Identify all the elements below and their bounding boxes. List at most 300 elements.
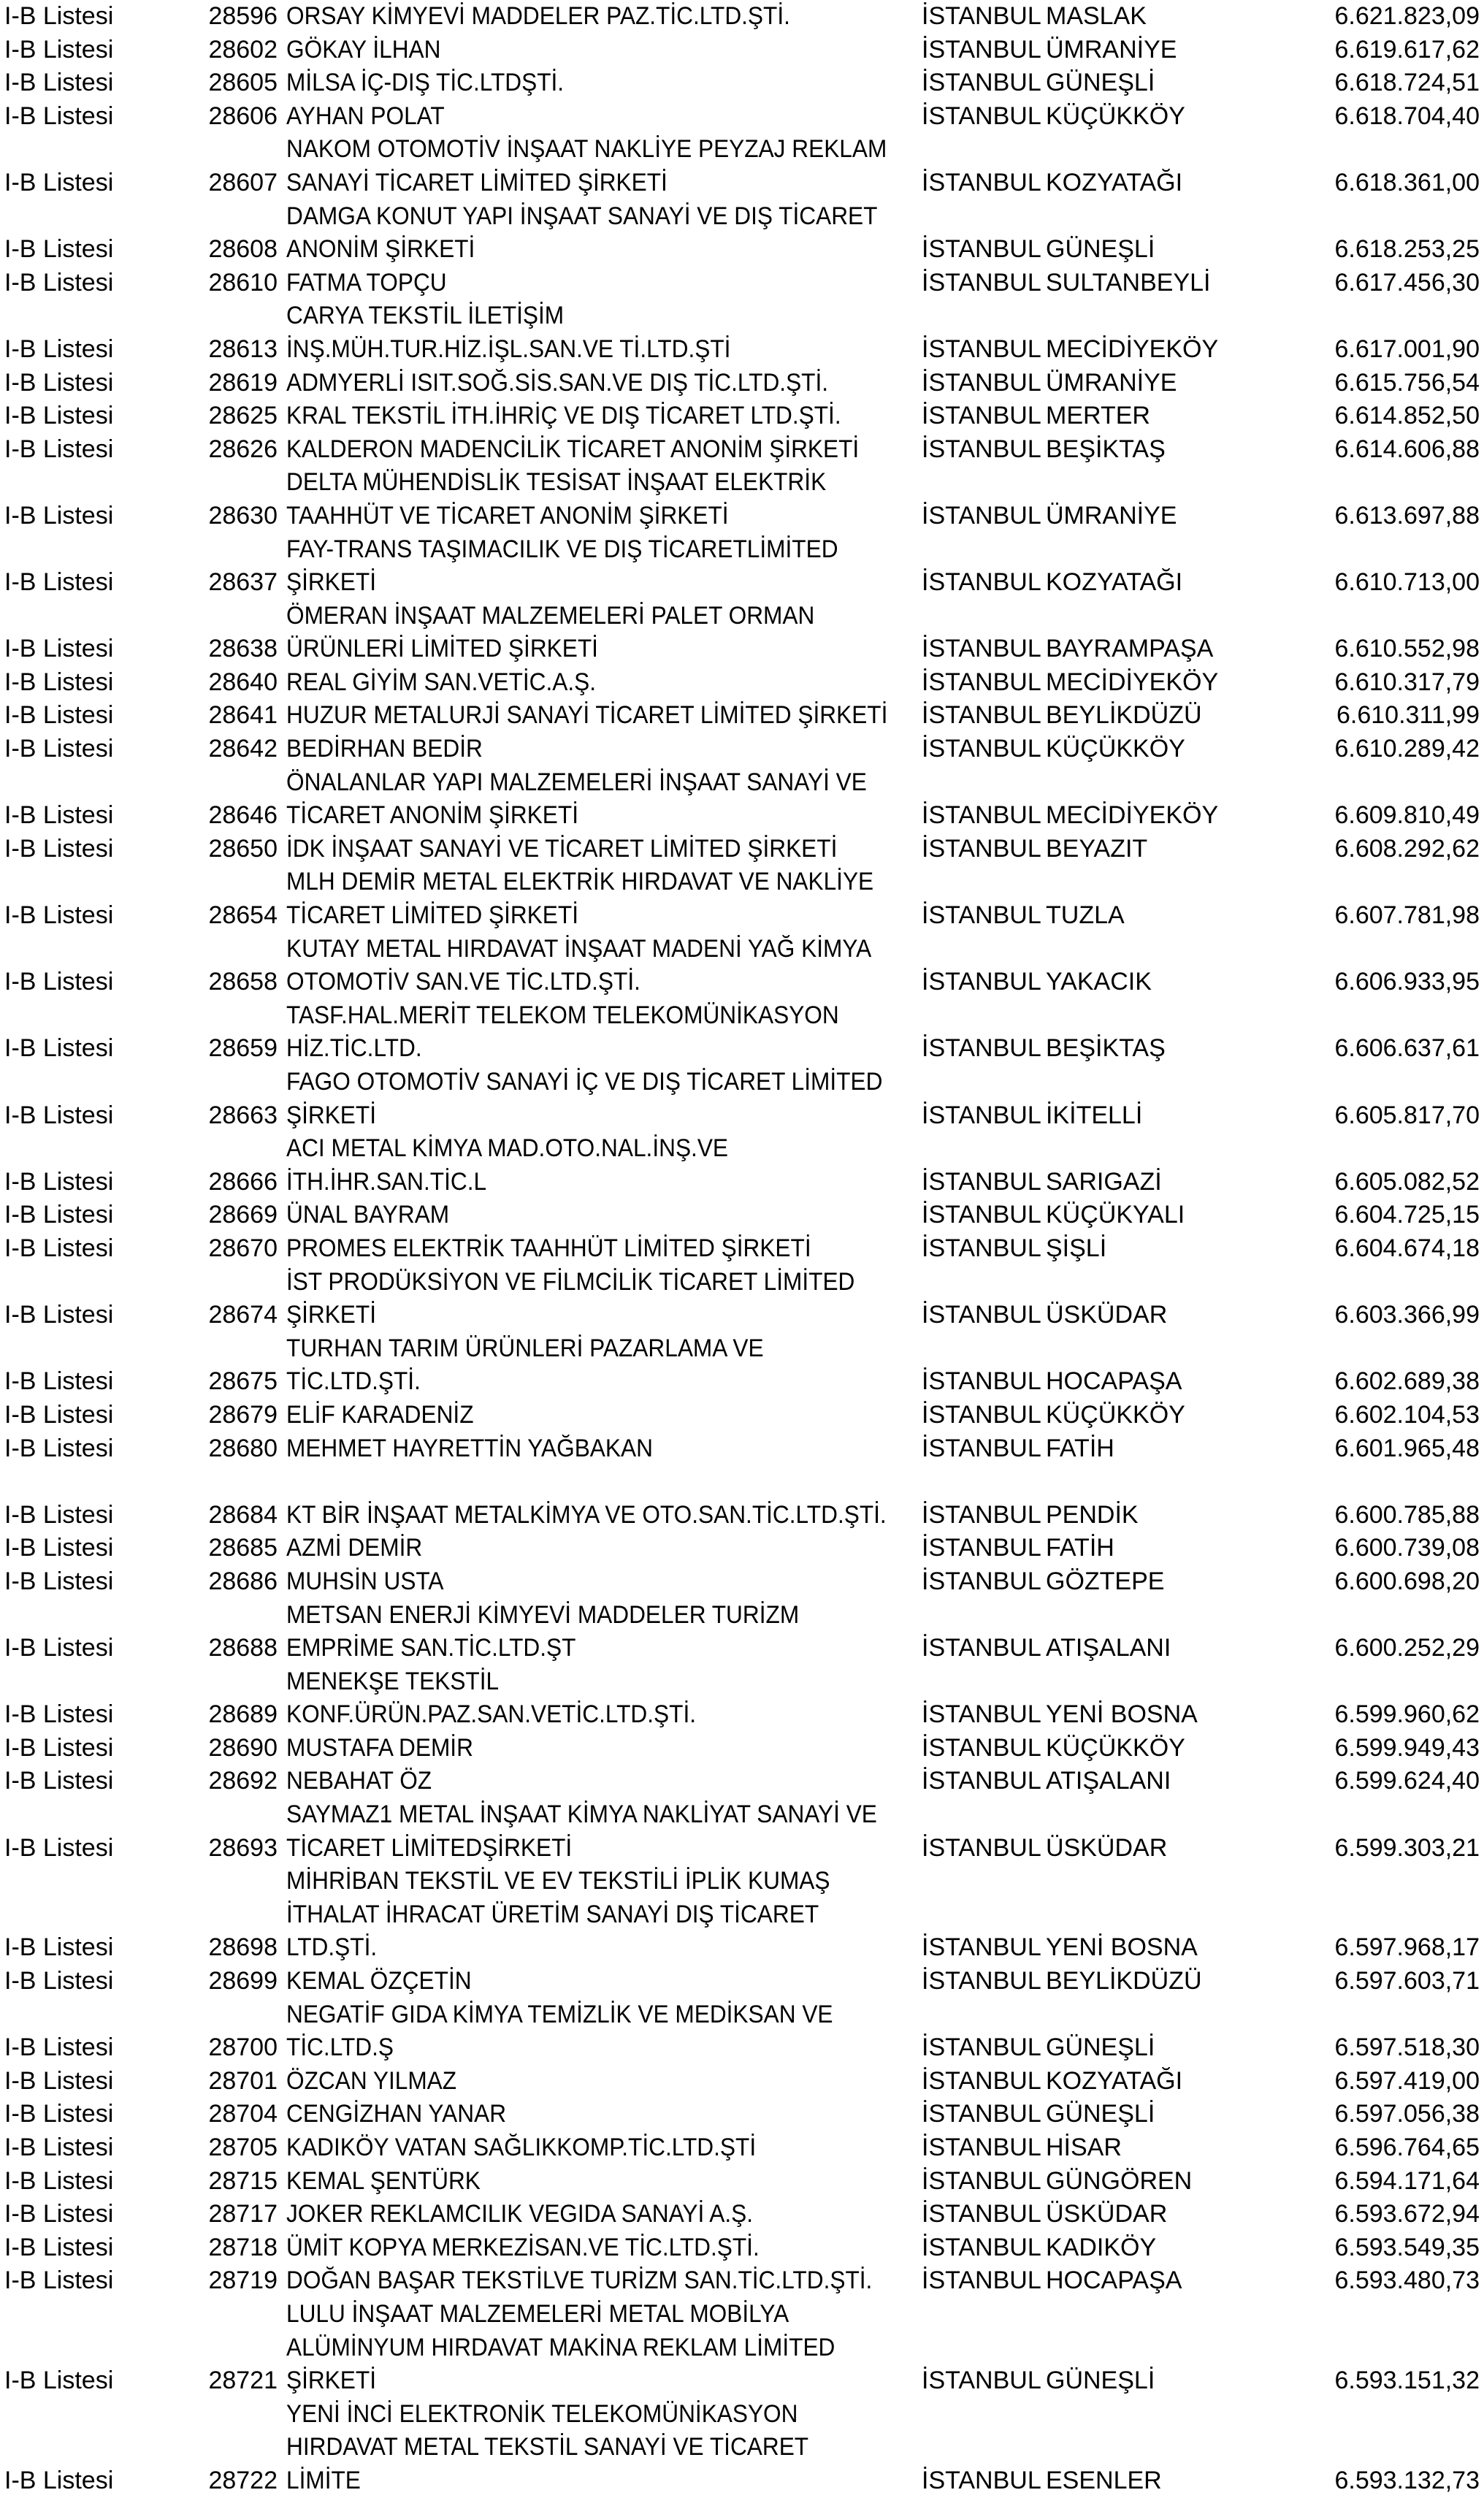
district-name: ÜSKÜDAR [1046,1301,1168,1329]
district-name: GÜNEŞLİ [1046,2100,1155,2128]
table-row [0,566,1484,600]
report-line-continuation [0,1266,1484,1299]
list-label: I-B Listesi [4,1634,114,1662]
city-name: İSTANBUL [922,2200,1041,2228]
table-row [0,1698,1484,1732]
table-row [0,633,1484,666]
city-name: İSTANBUL [922,1933,1041,1962]
city-name: İSTANBUL [922,1201,1041,1229]
table-row [0,367,1484,400]
list-label: I-B Listesi [4,1500,114,1529]
district-name: BEYAZIT [1046,834,1148,863]
company-name: SANAYİ TİCARET LİMİTED ŞİRKETİ [286,168,668,196]
row-number: 28719 [208,2266,278,2295]
debt-amount: 6.618.361,00 [1334,168,1480,196]
company-name: BEDİRHAN BEDİR [286,735,483,763]
debt-amount: 6.602.689,38 [1334,1367,1480,1396]
table-row [0,1399,1484,1432]
table-row [0,400,1484,433]
table-row [0,1365,1484,1399]
table-row [0,1765,1484,1798]
table-row [0,2231,1484,2265]
company-name: HİZ.TİC.LTD. [286,1034,422,1063]
city-name: İSTANBUL [922,2166,1041,2195]
debt-amount: 6.599.303,21 [1334,1833,1480,1862]
company-name-continuation: İTHALAT İHRACAT ÜRETİM SANAYİ DIŞ TİCARET [286,1900,819,1928]
district-name: SARIGAZİ [1046,1167,1162,1196]
report-line-continuation [0,766,1484,800]
company-name-continuation: HIRDAVAT METAL TEKSTİL SANAYİ VE TİCARET [286,2433,809,2461]
row-number: 28701 [208,2066,278,2095]
row-number: 28607 [208,168,278,196]
table-row [0,2065,1484,2098]
row-number: 28650 [208,834,278,863]
company-name: PROMES ELEKTRİK TAAHHÜT LİMİTED ŞİRKETİ [286,1234,811,1262]
company-name: ORSAY KİMYEVİ MADDELER PAZ.TİC.LTD.ŞTİ. [286,2,790,30]
city-name: İSTANBUL [922,435,1041,463]
district-name: ŞİŞLİ [1046,1234,1107,1262]
list-label: I-B Listesi [4,1967,114,1995]
list-label: I-B Listesi [4,2233,114,2261]
row-number: 28654 [208,901,278,930]
company-name: TİC.LTD.ŞTİ. [286,1367,421,1396]
city-name: İSTANBUL [922,1534,1041,1562]
district-name: ATIŞALANI [1046,1634,1171,1662]
debt-amount: 6.617.456,30 [1334,268,1480,297]
table-row [0,1532,1484,1565]
row-number: 28718 [208,2233,278,2261]
company-name: ŞİRKETİ [286,1301,376,1329]
list-label: I-B Listesi [4,1400,114,1429]
city-name: İSTANBUL [922,1634,1041,1662]
company-name-continuation: İST PRODÜKSİYON VE FİLMCİLİK TİCARET LİMİTED [286,1267,855,1296]
company-name: ŞİRKETİ [286,1101,376,1129]
debt-amount: 6.594.171,64 [1334,2166,1480,2195]
city-name: İSTANBUL [922,1767,1041,1795]
company-name-continuation: MİHRİBAN TEKSTİL VE EV TEKSTİLİ İPLİK KUMAŞ [286,1867,830,1895]
district-name: KÜÇÜKKÖY [1046,1733,1185,1762]
debt-amount: 6.618.724,51 [1334,69,1480,97]
city-name: İSTANBUL [922,2134,1041,2161]
company-name-continuation: LULU İNŞAAT MALZEMELERİ METAL MOBİLYA [286,2299,789,2328]
table-row [0,2031,1484,2065]
row-number: 28641 [208,701,278,730]
company-name: İTH.İHR.SAN.TİC.L [286,1167,487,1196]
list-label: I-B Listesi [4,2100,114,2128]
list-label: I-B Listesi [4,1700,114,1729]
list-label: I-B Listesi [4,501,114,530]
district-name: KOZYATAĞI [1046,168,1183,196]
debt-amount: 6.600.698,20 [1334,1567,1480,1595]
list-label: I-B Listesi [4,1567,114,1595]
list-label: I-B Listesi [4,735,114,763]
table-row [0,100,1484,134]
list-label: I-B Listesi [4,402,114,430]
district-name: FATİH [1046,1534,1114,1562]
list-label: I-B Listesi [4,1167,114,1196]
debt-amount: 6.617.001,90 [1334,335,1480,363]
city-name: İSTANBUL [922,335,1041,363]
report-line-continuation [0,1332,1484,1366]
row-number: 28630 [208,501,278,530]
report-line-continuation [0,2298,1484,2331]
district-name: ATIŞALANI [1046,1767,1171,1795]
company-name: JOKER REKLAMCILIK VEGIDA SANAYİ A.Ş. [286,2200,754,2228]
city-name: İSTANBUL [922,568,1041,597]
debt-amount: 6.613.697,88 [1334,501,1480,530]
row-number: 28692 [208,1767,278,1795]
list-label: I-B Listesi [4,1933,114,1962]
list-label: I-B Listesi [4,2367,114,2395]
city-name: İSTANBUL [922,1967,1041,1995]
company-name-continuation: KUTAY METAL HIRDAVAT İNŞAAT MADENİ YAĞ KİMYA [286,934,872,963]
list-label: I-B Listesi [4,1034,114,1063]
district-name: MECİDİYEKÖY [1046,335,1219,363]
district-name: KOZYATAĞI [1046,2066,1183,2095]
district-name: MERTER [1046,402,1150,430]
row-number: 28602 [208,35,278,64]
list-label: I-B Listesi [4,1367,114,1396]
city-name: İSTANBUL [922,2,1041,30]
list-label: I-B Listesi [4,35,114,64]
table-row [0,233,1484,267]
row-number: 28642 [208,735,278,763]
debt-amount: 6.600.785,88 [1334,1500,1480,1529]
debt-amount: 6.614.852,50 [1334,402,1480,430]
company-name: ÖZCAN YILMAZ [286,2066,457,2095]
table-row [0,267,1484,300]
list-label: I-B Listesi [4,635,114,663]
row-number: 28721 [208,2367,278,2395]
district-name: PENDİK [1046,1500,1139,1529]
district-name: ÜMRANİYE [1046,368,1177,397]
report-line-continuation [0,1998,1484,2032]
list-label: I-B Listesi [4,102,114,130]
company-name-continuation: ALÜMİNYUM HIRDAVAT MAKİNA REKLAM LİMİTED [286,2333,835,2361]
district-name: GÜNEŞLİ [1046,69,1155,97]
row-number: 28686 [208,1567,278,1595]
company-name: DOĞAN BAŞAR TEKSTİLVE TURİZM SAN.TİC.LTD.ŞTİ. [286,2266,873,2295]
company-name-continuation: TASF.HAL.MERİT TELEKOM TELEKOMÜNİKASYON [286,1001,839,1029]
table-row [0,699,1484,733]
district-name: YENİ BOSNA [1046,1933,1198,1962]
table-row [0,34,1484,67]
company-name: KRAL TEKSTİL İTH.İHRİÇ VE DIŞ TİCARET LTD.ŞTİ. [286,402,841,430]
list-label: I-B Listesi [4,2,114,30]
city-name: İSTANBUL [922,35,1041,64]
row-number: 28699 [208,1967,278,1995]
report-line-continuation [0,2431,1484,2464]
company-name: AZMİ DEMİR [286,1534,423,1562]
list-label: I-B Listesi [4,1234,114,1262]
company-name: ELİF KARADENİZ [286,1400,474,1429]
district-name: MECİDİYEKÖY [1046,668,1219,696]
city-name: İSTANBUL [922,1367,1041,1396]
district-name: SULTANBEYLİ [1046,268,1211,297]
company-name: TİCARET LİMİTEDŞİRKETİ [286,1833,573,1862]
district-name: MASLAK [1046,2,1147,30]
company-name: TAAHHÜT VE TİCARET ANONİM ŞİRKETİ [286,501,729,530]
report-line-continuation [0,200,1484,234]
district-name: GÖZTEPE [1046,1567,1165,1595]
table-row [0,0,1484,34]
company-name-continuation: ÖNALANLAR YAPI MALZEMELERİ İNŞAAT SANAYİ VE [286,768,867,796]
city-name: İSTANBUL [922,1833,1041,1862]
table-row [0,1432,1484,1466]
row-number: 28675 [208,1367,278,1396]
report-line-continuation [0,1132,1484,1166]
company-name: ÜRÜNLERİ LİMİTED ŞİRKETİ [286,635,598,663]
table-row [0,167,1484,200]
table-row [0,833,1484,866]
report-line-spacer [0,1465,1484,1499]
debt-amount: 6.593.132,73 [1334,2466,1480,2494]
district-name: FATİH [1046,1434,1114,1462]
row-number: 28663 [208,1101,278,1129]
list-label: I-B Listesi [4,901,114,930]
row-number: 28608 [208,235,278,264]
district-name: ÜMRANİYE [1046,35,1177,64]
list-label: I-B Listesi [4,1101,114,1129]
table-row [0,2264,1484,2298]
debt-amount: 6.606.933,95 [1334,968,1480,996]
city-name: İSTANBUL [922,668,1041,696]
debt-amount: 6.621.823,09 [1334,2,1480,30]
row-number: 28605 [208,69,278,97]
district-name: YAKACIK [1046,968,1152,996]
table-row [0,1832,1484,1865]
row-number: 28704 [208,2100,278,2128]
debt-amount: 6.593.151,32 [1334,2367,1480,2395]
city-name: İSTANBUL [922,901,1041,930]
list-label: I-B Listesi [4,1733,114,1762]
company-name-continuation: FAGO OTOMOTİV SANAYİ İÇ VE DIŞ TİCARET LİMİTED [286,1068,883,1096]
report-line-continuation [0,466,1484,500]
district-name: ÜSKÜDAR [1046,1833,1168,1862]
company-name: KADIKÖY VATAN SAĞLIKKOMP.TİC.LTD.ŞTİ [286,2134,757,2161]
row-number: 28693 [208,1833,278,1862]
city-name: İSTANBUL [922,368,1041,397]
list-label: I-B Listesi [4,2134,114,2161]
debt-amount: 6.600.739,08 [1334,1534,1480,1562]
report-line-continuation [0,1665,1484,1699]
company-name: AYHAN POLAT [286,102,445,130]
debt-amount: 6.607.781,98 [1334,901,1480,930]
company-name-continuation: MENEKŞE TEKSTİL [286,1667,500,1695]
list-label: I-B Listesi [4,834,114,863]
district-name: İKİTELLİ [1046,1101,1143,1129]
city-name: İSTANBUL [922,2266,1041,2295]
company-name-continuation: METSAN ENERJİ KİMYEVİ MADDELER TURİZM [286,1600,800,1629]
report-line-continuation [0,933,1484,966]
district-name: HİSAR [1046,2134,1122,2161]
debt-amount: 6.597.968,17 [1334,1933,1480,1962]
city-name: İSTANBUL [922,168,1041,196]
debt-amount: 6.604.725,15 [1334,1201,1480,1229]
list-label: I-B Listesi [4,968,114,996]
table-row [0,1199,1484,1232]
debt-amount: 6.618.253,25 [1334,235,1480,264]
report-line-continuation [0,533,1484,567]
table-row [0,1099,1484,1133]
district-name: GÜNEŞLİ [1046,2367,1155,2395]
table-row [0,1032,1484,1066]
company-name: KEMAL ŞENTÜRK [286,2166,481,2195]
company-name: REAL GİYİM SAN.VETİC.A.Ş. [286,668,597,696]
district-name: HOCAPAŞA [1046,2266,1182,2295]
debt-amount: 6.597.518,30 [1334,2033,1480,2062]
row-number: 28684 [208,1500,278,1529]
list-label: I-B Listesi [4,335,114,363]
debt-amount: 6.615.756,54 [1334,368,1480,397]
list-label: I-B Listesi [4,1534,114,1562]
list-label: I-B Listesi [4,1767,114,1795]
debt-amount: 6.596.764,65 [1334,2134,1480,2161]
list-label: I-B Listesi [4,69,114,97]
district-name: YENİ BOSNA [1046,1700,1198,1729]
city-name: İSTANBUL [922,701,1041,730]
row-number: 28610 [208,268,278,297]
city-name: İSTANBUL [922,968,1041,996]
row-number: 28606 [208,102,278,130]
table-row [0,1632,1484,1665]
company-name-continuation: DAMGA KONUT YAPI İNŞAAT SANAYİ VE DIŞ TİCARET [286,202,878,230]
company-name: HUZUR METALURJİ SANAYİ TİCARET LİMİTED ŞİRKETİ [286,701,888,730]
list-label: I-B Listesi [4,1434,114,1462]
city-name: İSTANBUL [922,1500,1041,1529]
city-name: İSTANBUL [922,1234,1041,1262]
table-row [0,2464,1484,2498]
company-name: ADMYERLİ ISIT.SOĞ.SİS.SAN.VE DIŞ TİC.LTD.ŞTİ. [286,368,829,397]
table-row [0,333,1484,367]
city-name: İSTANBUL [922,268,1041,297]
city-name: İSTANBUL [922,1733,1041,1762]
report-line-continuation [0,1599,1484,1632]
company-name-continuation: MLH DEMİR METAL ELEKTRİK HIRDAVAT VE NAKLİYE [286,868,874,896]
company-name: CENGİZHAN YANAR [286,2100,507,2128]
row-number: 28613 [208,335,278,363]
row-number: 28680 [208,1434,278,1462]
city-name: İSTANBUL [922,1301,1041,1329]
city-name: İSTANBUL [922,801,1041,830]
company-name: ÜNAL BAYRAM [286,1201,450,1229]
debt-amount: 6.610.311,99 [1336,701,1480,730]
company-name: ŞİRKETİ [286,2367,376,2395]
list-label: I-B Listesi [4,435,114,463]
city-name: İSTANBUL [922,2033,1041,2062]
list-label: I-B Listesi [4,568,114,597]
list-label: I-B Listesi [4,2200,114,2228]
company-name: KEMAL ÖZÇETİN [286,1967,472,1995]
report-line-continuation [0,600,1484,633]
debt-amount: 6.593.480,73 [1334,2266,1480,2295]
debt-amount: 6.608.292,62 [1334,834,1480,863]
city-name: İSTANBUL [922,2466,1041,2494]
row-number: 28638 [208,635,278,663]
debt-amount: 6.599.624,40 [1334,1767,1480,1795]
company-name-continuation: ACI METAL KİMYA MAD.OTO.NAL.İNŞ.VE [286,1134,729,1163]
city-name: İSTANBUL [922,2066,1041,2095]
company-name: MUSTAFA DEMİR [286,1733,473,1762]
table-row [0,500,1484,533]
company-name-continuation: NAKOM OTOMOTİV İNŞAAT NAKLİYE PEYZAJ REKLAM [286,135,887,164]
debt-amount: 6.600.252,29 [1334,1634,1480,1662]
report-line-continuation [0,1865,1484,1898]
company-name: EMPRİME SAN.TİC.LTD.ŞT [286,1634,576,1662]
debt-amount: 6.602.104,53 [1334,1400,1480,1429]
list-label: I-B Listesi [4,268,114,297]
row-number: 28596 [208,2,278,30]
list-label: I-B Listesi [4,801,114,830]
company-name: KALDERON MADENCİLİK TİCARET ANONİM ŞİRKETİ [286,435,860,463]
company-name: TİC.LTD.Ş [286,2033,394,2062]
table-row [0,66,1484,100]
company-name: KONF.ÜRÜN.PAZ.SAN.VETİC.LTD.ŞTİ. [286,1700,697,1729]
row-number: 28690 [208,1733,278,1762]
report-line-continuation [0,866,1484,899]
district-name: BEYLİKDÜZÜ [1046,1967,1202,1995]
row-number: 28674 [208,1301,278,1329]
district-name: TUZLA [1046,901,1125,930]
company-name: MEHMET HAYRETTİN YAĞBAKAN [286,1434,653,1462]
district-name: MECİDİYEKÖY [1046,801,1219,830]
debt-amount: 6.601.965,48 [1334,1434,1480,1462]
debt-amount: 6.605.082,52 [1334,1167,1480,1196]
table-row [0,1732,1484,1765]
district-name: GÜNEŞLİ [1046,235,1155,264]
list-label: I-B Listesi [4,235,114,264]
company-name: TİCARET LİMİTED ŞİRKETİ [286,901,579,930]
row-number: 28705 [208,2134,278,2161]
city-name: İSTANBUL [922,235,1041,264]
list-label: I-B Listesi [4,1833,114,1862]
company-name: İNŞ.MÜH.TUR.HİZ.İŞL.SAN.VE Tİ.LTD.ŞTİ [286,335,731,363]
company-name: MUHSİN USTA [286,1567,444,1595]
list-label: I-B Listesi [4,701,114,730]
table-row [0,2198,1484,2231]
debt-amount: 6.597.419,00 [1334,2066,1480,2095]
city-name: İSTANBUL [922,402,1041,430]
table-row [0,966,1484,999]
company-name-continuation: FAY-TRANS TAŞIMACILIK VE DIŞ TİCARETLİMİTED [286,535,838,563]
table-row [0,2364,1484,2398]
report-line-continuation [0,2398,1484,2432]
debt-amount: 6.604.674,18 [1334,1234,1480,1262]
company-name: GÖKAY İLHAN [286,35,441,64]
row-number: 28666 [208,1167,278,1196]
company-name: OTOMOTİV SAN.VE TİC.LTD.ŞTİ. [286,968,640,996]
city-name: İSTANBUL [922,834,1041,863]
company-name-continuation: ÖMERAN İNŞAAT MALZEMELERİ PALET ORMAN [286,601,815,630]
list-label: I-B Listesi [4,2166,114,2195]
company-name-continuation: YENİ İNCİ ELEKTRONİK TELEKOMÜNİKASYON [286,2399,798,2428]
company-name: LİMİTE [286,2466,361,2494]
debt-amount: 6.610.552,98 [1334,635,1480,663]
company-name-continuation: DELTA MÜHENDİSLİK TESİSAT İNŞAAT ELEKTRİK [286,468,827,497]
city-name: İSTANBUL [922,1434,1041,1462]
table-row [0,2098,1484,2131]
row-number: 28685 [208,1534,278,1562]
company-name: ANONİM ŞİRKETİ [286,235,475,264]
city-name: İSTANBUL [922,501,1041,530]
company-name: FATMA TOPÇU [286,268,447,297]
table-row [0,1232,1484,1266]
list-label: I-B Listesi [4,2033,114,2062]
city-name: İSTANBUL [922,2100,1041,2128]
district-name: KÜÇÜKKÖY [1046,735,1185,763]
debt-amount: 6.610.317,79 [1334,668,1480,696]
city-name: İSTANBUL [922,69,1041,97]
